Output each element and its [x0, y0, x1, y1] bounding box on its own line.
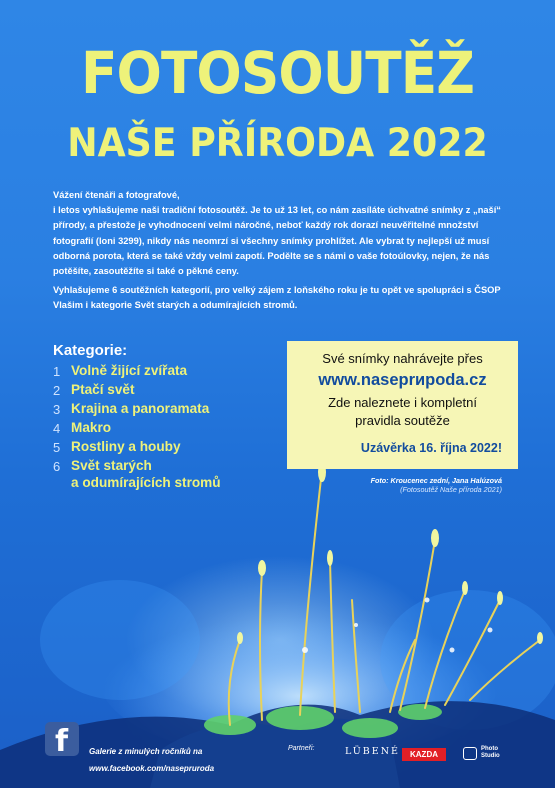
- facebook-link[interactable]: www.facebook.com/naseprиroda: [89, 764, 215, 773]
- moss-photo: [0, 450, 555, 788]
- rules-text-continued: pravidla soutěže: [355, 413, 450, 428]
- gallery-text: Galerie z minulých ročníků na: [89, 747, 203, 756]
- website-link[interactable]: www.naseprироda.cz: [318, 371, 487, 389]
- category-label-continued: a odumírajících stromů: [71, 475, 221, 490]
- photo-studio-icon: [463, 747, 477, 760]
- rules-text: Zde naleznete i kompletní: [328, 395, 477, 410]
- page-title: FOTOSOUTĚŽ: [80, 39, 475, 107]
- partners-label: Partneři:: [288, 745, 315, 752]
- upload-instruction: Své snímky nahrávejte přes: [322, 351, 483, 366]
- category-number: 2: [53, 383, 61, 398]
- categories-heading: Kategorie:: [53, 342, 128, 359]
- category-label: Volně žijící zvířata: [71, 363, 188, 378]
- category-number: 5: [53, 440, 61, 455]
- category-number: 6: [53, 459, 61, 474]
- photo-credit-source: (Fotosoutěž Naše příroda 2021): [400, 485, 502, 494]
- photo-studio-line1: Photo: [481, 746, 498, 752]
- category-label: Ptačí svět: [71, 382, 135, 397]
- facebook-letter: f: [55, 724, 69, 759]
- partner-logo-lubene: LÜBENÉ: [345, 746, 400, 757]
- intro-paragraph-1: i letos vyhlašujeme naši tradiční fotosoutěž. Je to už 13 let, co nám zasíláte úchvatné snímky z „naší“ přírody, a přestože je vyhodnocení velmi náročné, neboť každý rok dorazí neuvěřitelné množství fotografií (loni 3299), nikdy nás neomrzí si všechny snímky prohlížet. Ale vybrat ty nejlepší už musí odborná porota, která se také vždy velmi zapotí. Podělte se s námi o vaše fotoúlovky, nejen, že nás potěšíte, zasoutěžíte si také o pěkné ceny.: [53, 205, 501, 277]
- category-label: Krajina a panoramata: [71, 401, 210, 416]
- intro-paragraph-2: Vyhlašujeme 6 soutěžních kategorií, pro velký zájem z loňského roku je tu opět ve spolupráci s ČSOP Vlašim i kategorie Svět starých a odumírajících stromů.: [53, 285, 501, 311]
- category-number: 1: [53, 364, 61, 379]
- category-number: 3: [53, 402, 61, 417]
- category-number: 4: [53, 421, 61, 436]
- category-label: Svět starých: [71, 458, 152, 473]
- partner-logo-kazda: KAZDA: [402, 748, 446, 761]
- photo-studio-line2: Studio: [481, 753, 500, 759]
- deadline: Uzávěrka 16. října 2022!: [360, 441, 502, 455]
- gallery-info: [89, 743, 214, 777]
- page-subtitle: NAŠE PŘÍRODA 2022: [67, 121, 488, 166]
- facebook-icon[interactable]: [45, 722, 79, 759]
- upload-notice: [287, 341, 518, 469]
- intro-text: [53, 188, 513, 314]
- partner-logo-photo-studio: [481, 746, 500, 760]
- photo-credit-author: Foto: Kroucenec zední, Jana Halúzová: [370, 476, 502, 485]
- photo-credit: [371, 476, 502, 494]
- category-label: Makro: [71, 420, 112, 435]
- intro-greeting: Vážení čtenáři a fotografové,: [53, 190, 180, 200]
- category-label: Rostliny a houby: [71, 439, 181, 454]
